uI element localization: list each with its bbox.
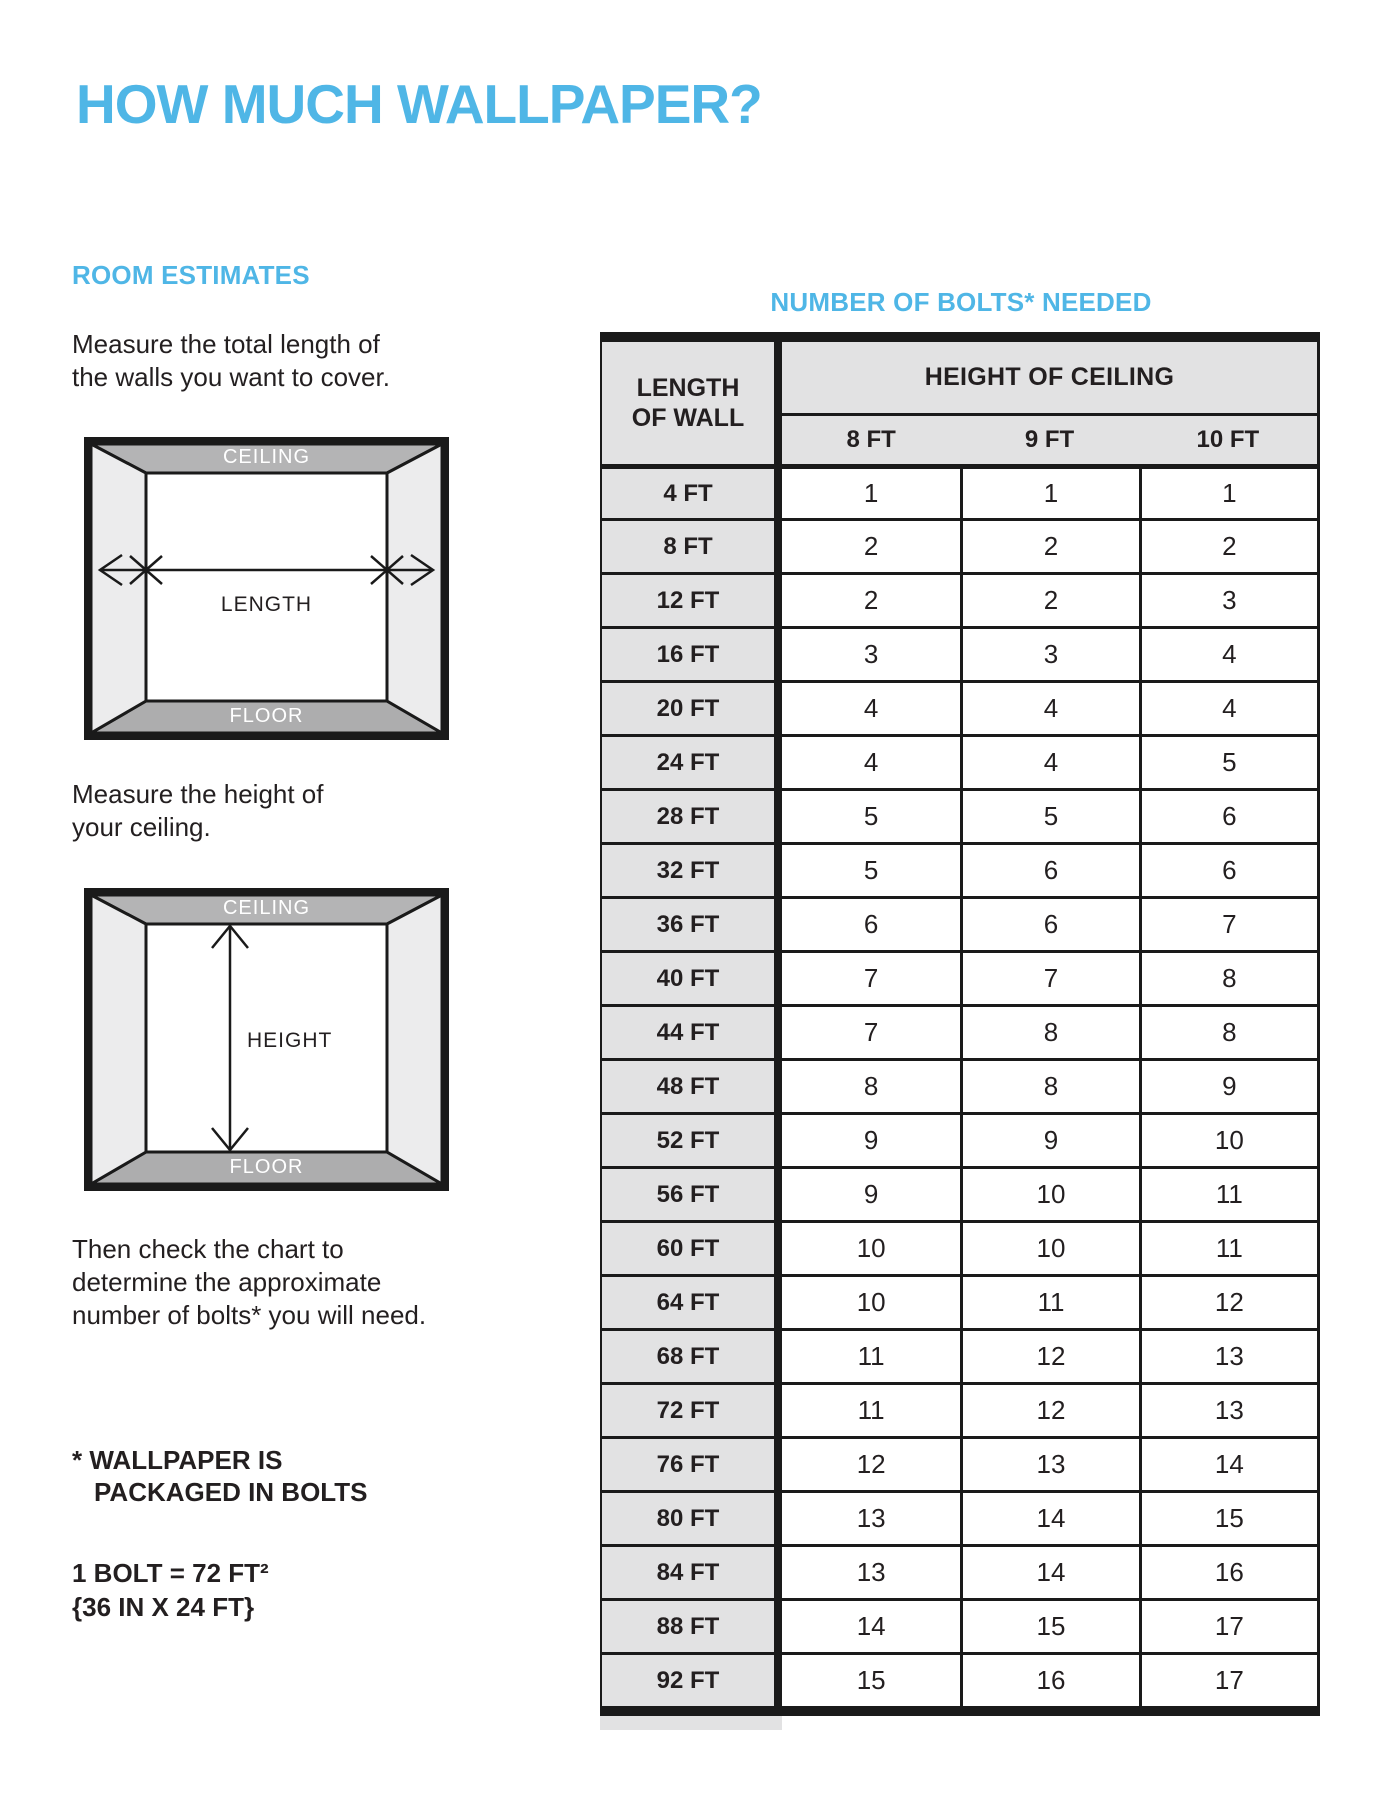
- bolts-value-10ft: 15: [1139, 1490, 1317, 1544]
- bolts-value-9ft: 6: [960, 896, 1138, 950]
- column-header-8ft: 8 FT: [782, 416, 960, 464]
- column-group-header-height-of-ceiling: HEIGHT OF CEILING: [782, 342, 1317, 416]
- instruction-step-3-line-1: Then check the chart to: [72, 1234, 344, 1264]
- bolts-value-8ft: 2: [782, 572, 960, 626]
- section-heading-bolts-needed: NUMBER OF BOLTS* NEEDED: [770, 287, 1152, 317]
- bolts-value-9ft: 4: [960, 734, 1138, 788]
- bolts-value-9ft: 2: [960, 518, 1138, 572]
- bolts-value-8ft: 9: [782, 1112, 960, 1166]
- bolts-value-8ft: 4: [782, 734, 960, 788]
- bolts-value-8ft: 1: [782, 464, 960, 518]
- wall-length-cell: 52 FT: [602, 1112, 782, 1166]
- bolts-value-8ft: 11: [782, 1382, 960, 1436]
- wall-length-cell: 4 FT: [602, 464, 782, 518]
- wall-length-cell: 32 FT: [602, 842, 782, 896]
- bolts-value-9ft: 11: [960, 1274, 1138, 1328]
- instruction-step-2-line-2: your ceiling.: [72, 812, 211, 842]
- column-header-10ft: 10 FT: [1139, 416, 1317, 464]
- wall-length-cell: 64 FT: [602, 1274, 782, 1328]
- bolts-value-9ft: 7: [960, 950, 1138, 1004]
- bolts-value-8ft: 14: [782, 1598, 960, 1652]
- bolts-value-8ft: 15: [782, 1652, 960, 1706]
- wall-length-cell: 24 FT: [602, 734, 782, 788]
- bolts-value-10ft: 6: [1139, 842, 1317, 896]
- bolts-value-10ft: 3: [1139, 572, 1317, 626]
- section-heading-room-estimates: ROOM ESTIMATES: [72, 260, 310, 290]
- wall-length-cell: 76 FT: [602, 1436, 782, 1490]
- bolts-value-10ft: 7: [1139, 896, 1317, 950]
- length-label: LENGTH: [220, 593, 313, 616]
- bolt-footnote-line-1: * WALLPAPER IS: [72, 1445, 283, 1475]
- ceiling-height-diagram: [84, 888, 449, 1191]
- bolts-value-10ft: 9: [1139, 1058, 1317, 1112]
- bolts-value-10ft: 8: [1139, 950, 1317, 1004]
- bolts-value-8ft: 3: [782, 626, 960, 680]
- page-title: HOW MUCH WALLPAPER?: [76, 73, 762, 135]
- wall-length-cell: 80 FT: [602, 1490, 782, 1544]
- bolts-value-10ft: 17: [1139, 1598, 1317, 1652]
- bolts-value-9ft: 12: [960, 1328, 1138, 1382]
- bolts-needed-table: [600, 332, 1320, 1716]
- instruction-step-3-line-2: determine the approximate: [72, 1267, 382, 1297]
- wall-length-cell: 68 FT: [602, 1328, 782, 1382]
- bolts-value-8ft: 10: [782, 1220, 960, 1274]
- bolts-value-10ft: 11: [1139, 1166, 1317, 1220]
- bolts-value-9ft: 10: [960, 1220, 1138, 1274]
- bolt-equation: 1 BOLT = 72 FT²: [72, 1558, 269, 1588]
- bolts-value-9ft: 8: [960, 1058, 1138, 1112]
- column-header-9ft: 9 FT: [960, 416, 1138, 464]
- instruction-step-3: [72, 1233, 426, 1332]
- room-perspective-drawing: [84, 437, 449, 740]
- height-label: HEIGHT: [247, 1029, 333, 1052]
- bolts-value-9ft: 8: [960, 1004, 1138, 1058]
- instruction-step-2: [72, 778, 324, 844]
- wall-length-cell: 88 FT: [602, 1598, 782, 1652]
- bolts-value-9ft: 12: [960, 1382, 1138, 1436]
- bolts-value-8ft: 7: [782, 950, 960, 1004]
- wall-length-cell: 92 FT: [602, 1652, 782, 1706]
- bolts-value-10ft: 5: [1139, 734, 1317, 788]
- bolt-footnote: [72, 1444, 367, 1508]
- bolts-value-9ft: 2: [960, 572, 1138, 626]
- ceiling-label: CEILING: [222, 897, 311, 919]
- instruction-step-1-line-1: Measure the total length of: [72, 329, 380, 359]
- bolts-value-10ft: 6: [1139, 788, 1317, 842]
- table-footer-stub: [600, 1716, 782, 1730]
- wall-length-cell: 44 FT: [602, 1004, 782, 1058]
- bolts-value-8ft: 5: [782, 842, 960, 896]
- instruction-step-2-line-1: Measure the height of: [72, 779, 324, 809]
- bolts-value-10ft: 10: [1139, 1112, 1317, 1166]
- bolts-value-9ft: 4: [960, 680, 1138, 734]
- bolts-value-10ft: 13: [1139, 1328, 1317, 1382]
- left-wall-shape: [91, 895, 146, 1184]
- wall-length-cell: 12 FT: [602, 572, 782, 626]
- left-wall-shape: [91, 444, 146, 733]
- bolts-value-8ft: 12: [782, 1436, 960, 1490]
- right-wall-shape: [387, 895, 442, 1184]
- bolts-value-8ft: 4: [782, 680, 960, 734]
- bolts-value-8ft: 9: [782, 1166, 960, 1220]
- bolts-value-9ft: 5: [960, 788, 1138, 842]
- wall-length-cell: 36 FT: [602, 896, 782, 950]
- bolts-value-9ft: 3: [960, 626, 1138, 680]
- bolts-value-10ft: 4: [1139, 680, 1317, 734]
- bolts-value-9ft: 10: [960, 1166, 1138, 1220]
- bolts-value-9ft: 9: [960, 1112, 1138, 1166]
- bolts-value-10ft: 17: [1139, 1652, 1317, 1706]
- bolts-value-10ft: 8: [1139, 1004, 1317, 1058]
- floor-label: FLOOR: [229, 705, 304, 727]
- bolts-value-10ft: 1: [1139, 464, 1317, 518]
- bolts-value-8ft: 10: [782, 1274, 960, 1328]
- bolt-size-info: [72, 1556, 269, 1624]
- bolts-value-8ft: 11: [782, 1328, 960, 1382]
- wall-length-cell: 56 FT: [602, 1166, 782, 1220]
- bolts-value-10ft: 11: [1139, 1220, 1317, 1274]
- room-length-diagram: [84, 437, 449, 740]
- floor-label: FLOOR: [229, 1156, 304, 1178]
- bolts-value-8ft: 6: [782, 896, 960, 950]
- bolts-value-10ft: 13: [1139, 1382, 1317, 1436]
- bolts-value-9ft: 16: [960, 1652, 1138, 1706]
- bolts-value-9ft: 1: [960, 464, 1138, 518]
- bolts-value-10ft: 2: [1139, 518, 1317, 572]
- bolts-value-9ft: 13: [960, 1436, 1138, 1490]
- bolt-dimensions: {36 IN X 24 FT}: [72, 1592, 255, 1622]
- instruction-step-1: [72, 328, 390, 394]
- wall-length-cell: 48 FT: [602, 1058, 782, 1112]
- wall-length-cell: 72 FT: [602, 1382, 782, 1436]
- bolts-value-10ft: 4: [1139, 626, 1317, 680]
- bolts-value-10ft: 16: [1139, 1544, 1317, 1598]
- bolts-value-8ft: 2: [782, 518, 960, 572]
- wall-length-cell: 28 FT: [602, 788, 782, 842]
- bolts-value-10ft: 12: [1139, 1274, 1317, 1328]
- ceiling-label: CEILING: [222, 446, 311, 468]
- wall-length-cell: 20 FT: [602, 680, 782, 734]
- length-of-wall-line-2: OF WALL: [631, 404, 745, 432]
- bolts-value-9ft: 14: [960, 1490, 1138, 1544]
- bolts-value-9ft: 14: [960, 1544, 1138, 1598]
- right-wall-shape: [387, 444, 442, 733]
- back-wall-shape: [146, 473, 387, 701]
- bolts-value-10ft: 14: [1139, 1436, 1317, 1490]
- bolts-value-8ft: 8: [782, 1058, 960, 1112]
- bolts-value-8ft: 13: [782, 1544, 960, 1598]
- instruction-step-3-line-3: number of bolts* you will need.: [72, 1300, 427, 1330]
- bolts-value-8ft: 5: [782, 788, 960, 842]
- bolts-value-9ft: 6: [960, 842, 1138, 896]
- wall-length-cell: 16 FT: [602, 626, 782, 680]
- length-of-wall-line-1: LENGTH: [636, 374, 740, 402]
- bolts-value-8ft: 7: [782, 1004, 960, 1058]
- wall-length-cell: 84 FT: [602, 1544, 782, 1598]
- bolt-footnote-line-2: PACKAGED IN BOLTS: [94, 1477, 368, 1507]
- wall-length-cell: 40 FT: [602, 950, 782, 1004]
- bolts-value-9ft: 15: [960, 1598, 1138, 1652]
- wall-length-cell: 8 FT: [602, 518, 782, 572]
- column-header-length-of-wall: [602, 342, 782, 464]
- instruction-step-1-line-2: the walls you want to cover.: [72, 362, 390, 392]
- bolts-value-8ft: 13: [782, 1490, 960, 1544]
- wall-length-cell: 60 FT: [602, 1220, 782, 1274]
